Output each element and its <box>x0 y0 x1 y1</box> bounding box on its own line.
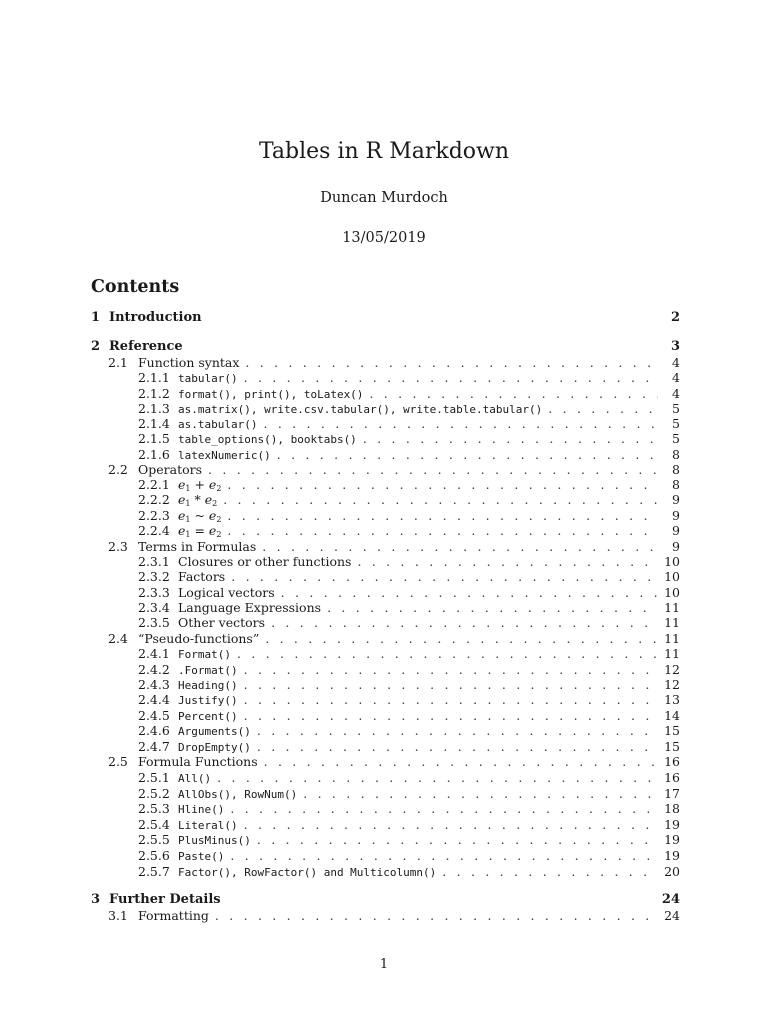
toc-number: 2.2.3 <box>138 508 170 523</box>
toc-title: Hline() <box>178 803 225 816</box>
toc-number: 2.4.4 <box>138 692 170 707</box>
toc-number: 3.1 <box>108 908 128 923</box>
toc-entry[interactable] <box>91 554 680 569</box>
toc-number: 2.3.5 <box>138 615 170 630</box>
toc-leader-dots <box>257 739 658 754</box>
toc-leader-dots <box>231 569 658 584</box>
toc-entry[interactable] <box>91 892 680 907</box>
toc-page: 18 <box>664 801 680 816</box>
toc-entry[interactable] <box>91 462 680 477</box>
toc-leader-dots <box>265 631 658 646</box>
toc-entry[interactable] <box>91 401 680 416</box>
toc-entry[interactable] <box>91 631 680 646</box>
toc-page: 11 <box>664 615 680 630</box>
toc-leader-dots <box>264 754 658 769</box>
toc-leader-dots <box>257 723 658 738</box>
toc-number: 2.5.1 <box>138 770 170 785</box>
toc-number: 2.1.4 <box>138 416 170 431</box>
toc-leader-dots <box>257 832 658 847</box>
toc-number: 2.1 <box>108 355 128 370</box>
toc-leader-dots <box>303 786 658 801</box>
toc-entry[interactable] <box>91 339 680 354</box>
toc-number: 2.5.5 <box>138 832 170 847</box>
toc-page: 14 <box>664 708 680 723</box>
toc-title: Logical vectors <box>178 585 275 600</box>
toc-page: 12 <box>664 662 680 677</box>
toc-entry[interactable] <box>91 739 680 754</box>
toc-leader-dots <box>442 864 658 879</box>
toc-page: 24 <box>661 892 680 907</box>
toc-title: Formatting <box>138 908 209 923</box>
toc-number: 2.4.6 <box>138 723 170 738</box>
toc-leader-dots <box>244 370 658 385</box>
toc-title: PlusMinus() <box>178 834 251 847</box>
toc-entry[interactable] <box>91 600 680 615</box>
toc-number: 2.2 <box>108 462 128 477</box>
toc-entry[interactable] <box>91 523 680 538</box>
toc-entry[interactable] <box>91 908 680 923</box>
toc-page: 5 <box>672 401 680 416</box>
toc-leader-dots <box>277 447 658 462</box>
toc-entry[interactable] <box>91 355 680 370</box>
toc-title: latexNumeric() <box>178 449 271 462</box>
toc-entry[interactable] <box>91 662 680 677</box>
toc-leader-dots <box>363 431 658 446</box>
toc-title: format(), print(), toLatex() <box>178 388 364 401</box>
toc-title: as.tabular() <box>178 418 258 431</box>
toc-number: 2.1.5 <box>138 431 170 446</box>
page-number: 1 <box>379 957 389 972</box>
toc-number: 2.5 <box>108 754 128 769</box>
toc-title: Reference <box>109 339 183 354</box>
toc-title: Formula Functions <box>138 754 258 769</box>
toc-title: Literal() <box>178 819 238 832</box>
document-author: Duncan Murdoch <box>320 190 448 206</box>
toc-title: Closures or other functions <box>178 554 352 569</box>
toc-title: tabular() <box>178 372 238 385</box>
toc-page: 15 <box>664 723 680 738</box>
toc-entry[interactable] <box>91 848 680 863</box>
toc-page: 10 <box>664 585 680 600</box>
toc-title: table_options(), booktabs() <box>178 433 357 446</box>
toc-number: 3 <box>91 892 101 907</box>
toc-page: 9 <box>672 492 680 507</box>
toc-leader-dots <box>271 615 658 630</box>
toc-leader-dots <box>244 817 658 832</box>
toc-leader-dots <box>227 508 658 523</box>
toc-entry[interactable] <box>91 646 680 661</box>
toc-leader-dots <box>244 677 658 692</box>
toc-title: Further Details <box>109 892 221 907</box>
toc-leader-dots <box>227 523 658 538</box>
toc-entry[interactable] <box>91 310 680 325</box>
toc-number: 2.5.6 <box>138 848 170 863</box>
toc-page: 5 <box>672 431 680 446</box>
toc-leader-dots <box>281 585 658 600</box>
toc-entry[interactable] <box>91 370 680 385</box>
toc-page: 4 <box>672 386 680 401</box>
toc-entry[interactable] <box>91 754 680 769</box>
toc-number: 2.3 <box>108 539 128 554</box>
toc-title: Percent() <box>178 710 238 723</box>
toc-entry[interactable] <box>91 431 680 446</box>
toc-entry[interactable] <box>91 801 680 816</box>
toc-page: 10 <box>664 554 680 569</box>
toc-page: 3 <box>670 339 680 354</box>
toc-title: Function syntax <box>138 355 240 370</box>
toc-title: AllObs(), RowNum() <box>178 788 298 801</box>
toc-leader-dots <box>369 386 658 401</box>
toc-number: 2.2.4 <box>138 523 170 538</box>
toc-entry[interactable] <box>91 492 680 507</box>
toc-title: Other vectors <box>178 615 266 630</box>
toc-number: 2.4.2 <box>138 662 170 677</box>
toc-page: 19 <box>664 832 680 847</box>
toc-page: 4 <box>672 370 680 385</box>
toc-page: 5 <box>672 416 680 431</box>
toc-page: 24 <box>664 908 680 923</box>
toc-number: 2.4.1 <box>138 646 170 661</box>
toc-title: Arguments() <box>178 725 251 738</box>
toc-title: DropEmpty() <box>178 741 251 754</box>
toc-page: 9 <box>672 508 680 523</box>
toc-entry[interactable] <box>91 723 680 738</box>
toc-title: Heading() <box>178 679 238 692</box>
toc-page: 12 <box>664 677 680 692</box>
toc-entry[interactable] <box>91 615 680 630</box>
toc-entry[interactable] <box>91 708 680 723</box>
toc-number: 2.1.6 <box>138 447 170 462</box>
toc-number: 2.3.3 <box>138 585 170 600</box>
toc-number: 2.2.1 <box>138 477 170 492</box>
toc-page: 11 <box>664 631 680 646</box>
toc-entry[interactable] <box>91 677 680 692</box>
toc-leader-dots <box>227 477 658 492</box>
toc-leader-dots <box>215 908 658 923</box>
toc-number: 1 <box>91 310 101 325</box>
toc-title: $e_1$ ~ $e_2$ <box>178 508 222 524</box>
toc-page: 20 <box>664 864 680 879</box>
toc-title: Language Expressions <box>178 600 322 615</box>
toc-entry[interactable] <box>91 817 680 832</box>
toc-page: 17 <box>664 786 680 801</box>
toc-leader-dots <box>263 416 658 431</box>
toc-number: 2.5.4 <box>138 817 170 832</box>
toc-title: as.matrix(), write.csv.tabular(), write.table.tabular() <box>178 403 543 416</box>
table-of-contents <box>91 0 680 1024</box>
toc-number: 2.1.3 <box>138 401 170 416</box>
toc-number: 2.3.4 <box>138 600 170 615</box>
toc-page: 10 <box>664 569 680 584</box>
toc-entry[interactable] <box>91 864 680 879</box>
toc-number: 2.4.5 <box>138 708 170 723</box>
toc-page: 15 <box>664 739 680 754</box>
toc-leader-dots <box>244 692 658 707</box>
toc-page: 8 <box>672 462 680 477</box>
toc-entry[interactable] <box>91 386 680 401</box>
toc-entry[interactable] <box>91 447 680 462</box>
toc-entry[interactable] <box>91 416 680 431</box>
toc-number: 2.5.2 <box>138 786 170 801</box>
toc-page: 9 <box>672 539 680 554</box>
toc-leader-dots <box>230 848 658 863</box>
toc-leader-dots <box>230 801 658 816</box>
toc-page: 4 <box>672 355 680 370</box>
toc-title: Terms in Formulas <box>138 539 257 554</box>
toc-page: 11 <box>664 600 680 615</box>
toc-number: 2.4.3 <box>138 677 170 692</box>
toc-leader-dots <box>245 355 658 370</box>
toc-leader-dots <box>327 600 658 615</box>
toc-leader-dots <box>357 554 658 569</box>
toc-title: Introduction <box>109 310 202 325</box>
document-title: Tables in R Markdown <box>258 139 510 164</box>
toc-leader-dots <box>262 539 658 554</box>
toc-page: 19 <box>664 817 680 832</box>
toc-entry[interactable] <box>91 539 680 554</box>
toc-entry[interactable] <box>91 770 680 785</box>
toc-number: 2.5.7 <box>138 864 170 879</box>
toc-page: 19 <box>664 848 680 863</box>
toc-number: 2.1.2 <box>138 386 170 401</box>
toc-number: 2.4 <box>108 631 128 646</box>
toc-number: 2.3.1 <box>138 554 170 569</box>
toc-title: Operators <box>138 462 203 477</box>
toc-title: Paste() <box>178 850 225 863</box>
toc-page: 13 <box>664 692 680 707</box>
toc-page: 16 <box>664 770 680 785</box>
toc-number: 2 <box>91 339 101 354</box>
toc-page: 16 <box>664 754 680 769</box>
toc-leader-dots <box>244 708 658 723</box>
toc-page: 11 <box>664 646 680 661</box>
toc-entry[interactable] <box>91 585 680 600</box>
toc-title: .Format() <box>178 664 238 677</box>
toc-title: All() <box>178 772 212 785</box>
toc-page: 8 <box>672 447 680 462</box>
toc-leader-dots <box>217 770 658 785</box>
toc-page: 2 <box>670 310 680 325</box>
toc-title: Factor(), RowFactor() and Multicolumn() <box>178 866 437 879</box>
toc-entry[interactable] <box>91 692 680 707</box>
contents-heading: Contents <box>91 277 180 297</box>
toc-page: 8 <box>672 477 680 492</box>
toc-title: $e_1 = e_2$ <box>178 523 222 539</box>
toc-entry[interactable] <box>91 477 680 492</box>
document-date: 13/05/2019 <box>342 230 426 246</box>
toc-entry[interactable] <box>91 786 680 801</box>
toc-leader-dots <box>208 462 658 477</box>
toc-leader-dots <box>548 401 658 416</box>
toc-title: Justify() <box>178 694 238 707</box>
toc-number: 2.5.3 <box>138 801 170 816</box>
toc-title: $e_1 + e_2$ <box>178 477 222 493</box>
toc-page: 9 <box>672 523 680 538</box>
toc-number: 2.3.2 <box>138 569 170 584</box>
toc-title: Format() <box>178 648 231 661</box>
toc-title: Factors <box>178 569 226 584</box>
toc-entry[interactable] <box>91 508 680 523</box>
toc-number: 2.4.7 <box>138 739 170 754</box>
toc-leader-dots <box>223 492 658 507</box>
toc-number: 2.2.2 <box>138 492 170 507</box>
toc-title: $e_1 * e_2$ <box>178 492 218 508</box>
toc-entry[interactable] <box>91 832 680 847</box>
toc-entry[interactable] <box>91 569 680 584</box>
toc-leader-dots <box>244 662 658 677</box>
toc-title: “Pseudo-functions” <box>138 631 260 646</box>
toc-number: 2.1.1 <box>138 370 170 385</box>
toc-leader-dots <box>237 646 658 661</box>
